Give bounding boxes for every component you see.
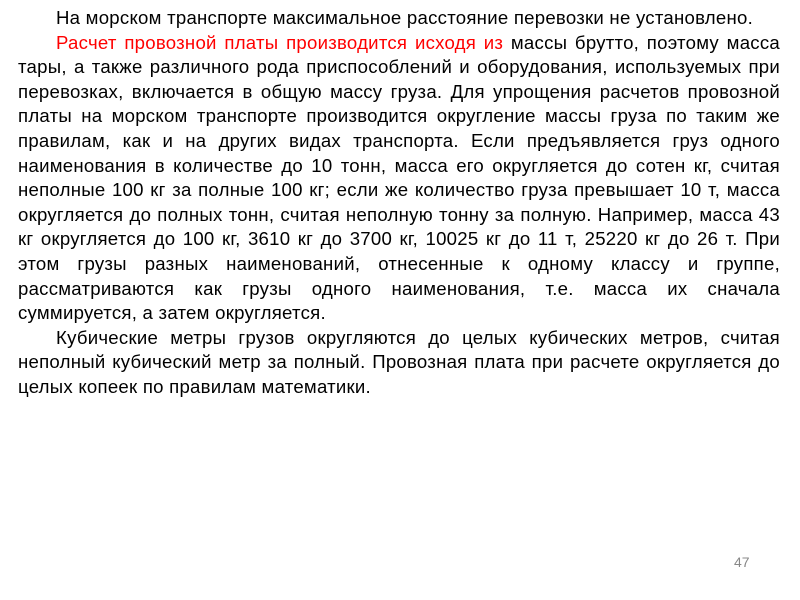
paragraph-cubic-meters-text: Кубические метры грузов округляются до целых кубических метров, считая неполный кубический метр за полный. Провозная плата при расчете округляется до целых копеек по правилам математики. bbox=[18, 326, 780, 397]
paragraph-fee-calculation bbox=[18, 31, 780, 326]
highlighted-text: Расчет провозной платы производится исходя из bbox=[56, 31, 504, 53]
paragraph-distance bbox=[18, 6, 780, 31]
paragraph-cubic-meters bbox=[18, 326, 780, 400]
page-number: 47 bbox=[734, 554, 750, 570]
paragraph-distance-text: На морском транспорте максимальное расстояние перевозки не установлено. bbox=[56, 7, 754, 28]
paragraph-fee-calculation-text: массы брутто, поэтому масса тары, а также различного рода приспособлений и оборудования, используемых при перевозках, включается в общую массу груза. Для упрощения расчетов провозной платы на морском транспорте производится округление массы груза по таким же правилам, как и на других видах транспорта. Если предъявляется груз одного наименования в количестве до 10 тонн, масса его округляется до сотен кг, считая неполные 100 кг за полные 100 кг; если же количество груза превышает 10 т, масса округляется до полных тонн, считая неполную тонну за полную. Например, масса 43 кг округляется до 100 кг, 3610 кг до 3700 кг, 10025 кг до 11 т, 25220 кг до 26 т. При этом грузы разных наименований, отнесенные к одному классу и группе, рассматриваются как грузы одного наименования, т.е. масса их сначала суммируется, а затем округляется. bbox=[18, 31, 780, 324]
slide-text bbox=[18, 6, 780, 400]
